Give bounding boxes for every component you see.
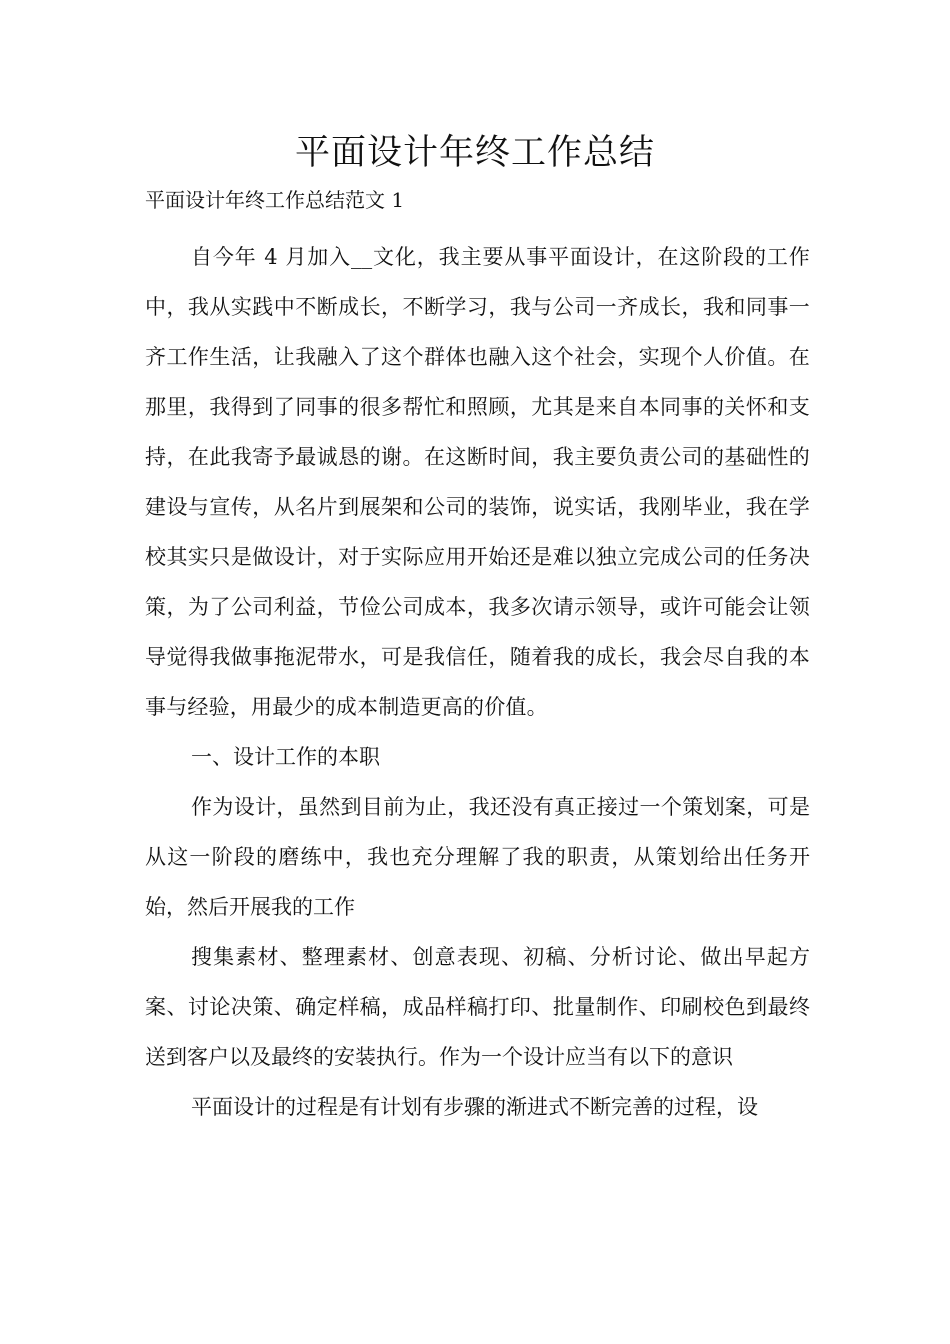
document-title: 平面设计年终工作总结	[294, 133, 655, 173]
paragraph: 搜集素材、整理素材、创意表现、初稿、分析讨论、做出早起方案、讨论决策、确定样稿，成品样稿打印、批量制作、印刷校色到最终送到客户以及最终的安装执行。作为一个设计应当有以下的意识	[145, 945, 810, 1069]
document-subtitle: 平面设计年终工作总结范文 1	[145, 188, 405, 212]
paragraph: 作为设计，虽然到目前为止，我还没有真正接过一个策划案，可是从这一阶段的磨练中，我也充分理解了我的职责，从策划给出任务开始，然后开展我的工作	[145, 795, 810, 919]
paragraph: 平面设计的过程是有计划有步骤的渐进式不断完善的过程，设	[191, 1095, 758, 1119]
section-heading: 一、设计工作的本职	[191, 745, 380, 769]
document-body	[145, 232, 810, 1132]
paragraph: 自今年 4 月加入__文化，我主要从事平面设计，在这阶段的工作中，我从实践中不断成长，不断学习，我与公司一齐成长，我和同事一齐工作生活，让我融入了这个群体也融入这个社会，实现个人价值。在那里，我得到了同事的很多帮忙和照顾，尤其是来自本同事的关怀和支持，在此我寄予最诚恳的谢。在这断时间，我主要负责公司的基础性的建设与宣传，从名片到展架和公司的装饰，说实话，我刚毕业，我在学校其实只是做设计，对于实际应用开始还是难以独立完成公司的任务决策，为了公司利益，节俭公司成本，我多次请示领导，或许可能会让领导觉得我做事拖泥带水，可是我信任，随着我的成长，我会尽自我的本事与经验，用最少的成本制造更高的价值。	[145, 245, 810, 719]
